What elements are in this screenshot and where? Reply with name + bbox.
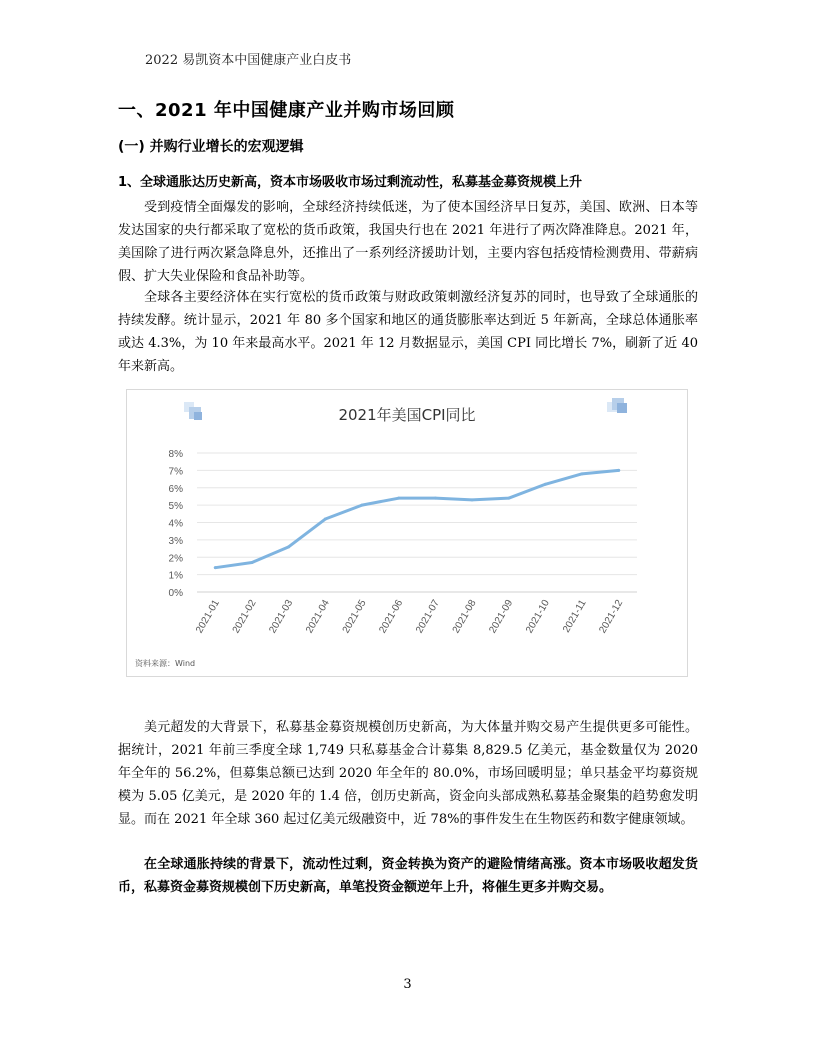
document-header: 2022 易凯资本中国健康产业白皮书 [145, 53, 352, 68]
x-tick-label: 2021-09 [487, 598, 516, 636]
top-left-decoration [184, 402, 202, 420]
y-tick-label: 5% [168, 501, 183, 513]
data-point [507, 497, 510, 500]
y-tick-label: 7% [168, 466, 183, 478]
paragraph-3: 美元超发的大背景下，私募基金募资规模创历史新高，为大体量并购交易产生提供更多可能性。据统计，2021 年前三季度全球 1,749 只私募基金合计募集 8,829.5 亿美元，基金数量仅为 2020 年全年的 56.2%，但募集总额已达到 2020 年全年的 80.0%，市场回暖明显；单只基金平均募资规模为 5.05 亿美元，是 2020 年的 1.4 倍，创历史新高，资金向头部成熟私募基金聚集的趋势愈发明显。而在 2021 年全球 360 起过亿美元级融资中，近 78%的事件发生在生物医药和数字健康领域。 [118, 720, 698, 827]
paragraph-1: 受到疫情全面爆发的影响，全球经济持续低迷，为了使本国经济早日复苏，美国、欧洲、日本等发达国家的央行都采取了宽松的货币政策，我国央行也在 2021 年进行了两次降准降息。2021 年，美国除了进行两次紧急降息外，还推出了一系列经济援助计划，主要内容包括疫情检测费用、带薪病假、扩大失业保险和食品补助等。 [118, 200, 698, 284]
section-heading: 一、2021 年中国健康产业并购市场回顾 [118, 100, 455, 121]
chart-canvas [127, 390, 687, 676]
x-tick-label: 2021-06 [377, 598, 406, 636]
paragraph-4: 在全球通胀持续的背景下，流动性过剩，资金转换为资产的避险情绪高涨。资本市场吸收超发货币，私募资金募资规模创下历史新高，单笔投资金额逆年上升，将催生更多并购交易。 [118, 857, 698, 895]
topic-heading: 1、全球通胀达历史新高，资本市场吸收市场过剩流动性，私募基金募资规模上升 [118, 175, 583, 190]
x-tick-label: 2021-03 [267, 598, 296, 636]
y-tick-label: 8% [168, 449, 183, 460]
x-tick-label: 2021-07 [414, 598, 442, 636]
data-point [287, 545, 290, 548]
x-tick-label: 2021-04 [304, 598, 332, 636]
top-right-decoration [607, 398, 627, 413]
chart-title: 2021年美国CPI同比 [338, 406, 476, 424]
subsection-heading: (一) 并购行业增长的宏观逻辑 [118, 139, 304, 155]
x-tick-label: 2021-05 [340, 598, 369, 636]
data-point [471, 498, 474, 501]
y-tick-label: 1% [168, 570, 183, 582]
x-tick-label: 2021-11 [561, 598, 589, 635]
data-point [397, 497, 400, 500]
x-tick-label: 2021-10 [524, 598, 552, 636]
data-point [361, 504, 364, 507]
paragraph-2: 全球各主要经济体在实行宽松的货币政策与财政政策刺激经济复苏的同时，也导致了全球通胀的持续发酵。统计显示，2021 年 80 多个国家和地区的通货膨胀率达到近 5 年新高，全球总体通胀率或达 4.3%，为 10 年来最高水平。2021 年 12 月数据显示，美国 CPI 同比增长 7%，刷新了近 40 年来新高。 [118, 290, 698, 374]
data-point [324, 518, 327, 521]
y-tick-label: 4% [168, 518, 183, 530]
data-point [544, 483, 547, 486]
y-tick-label: 0% [168, 588, 183, 599]
data-point [251, 561, 254, 564]
y-tick-label: 6% [168, 483, 183, 495]
cpi-series-line [215, 470, 618, 567]
x-tick-label: 2021-02 [230, 598, 259, 636]
y-tick-label: 3% [168, 535, 183, 547]
chart-source: 资料来源：Wind [135, 659, 196, 668]
data-point [214, 566, 217, 569]
x-tick-label: 2021-12 [597, 598, 626, 636]
data-point [617, 469, 620, 472]
y-tick-label: 2% [168, 553, 183, 565]
cpi-chart [126, 389, 688, 677]
page-number: 3 [403, 977, 412, 992]
data-point [434, 497, 437, 500]
x-tick-label: 2021-01 [194, 598, 222, 636]
x-tick-label: 2021-08 [450, 598, 479, 636]
data-point [581, 472, 584, 475]
